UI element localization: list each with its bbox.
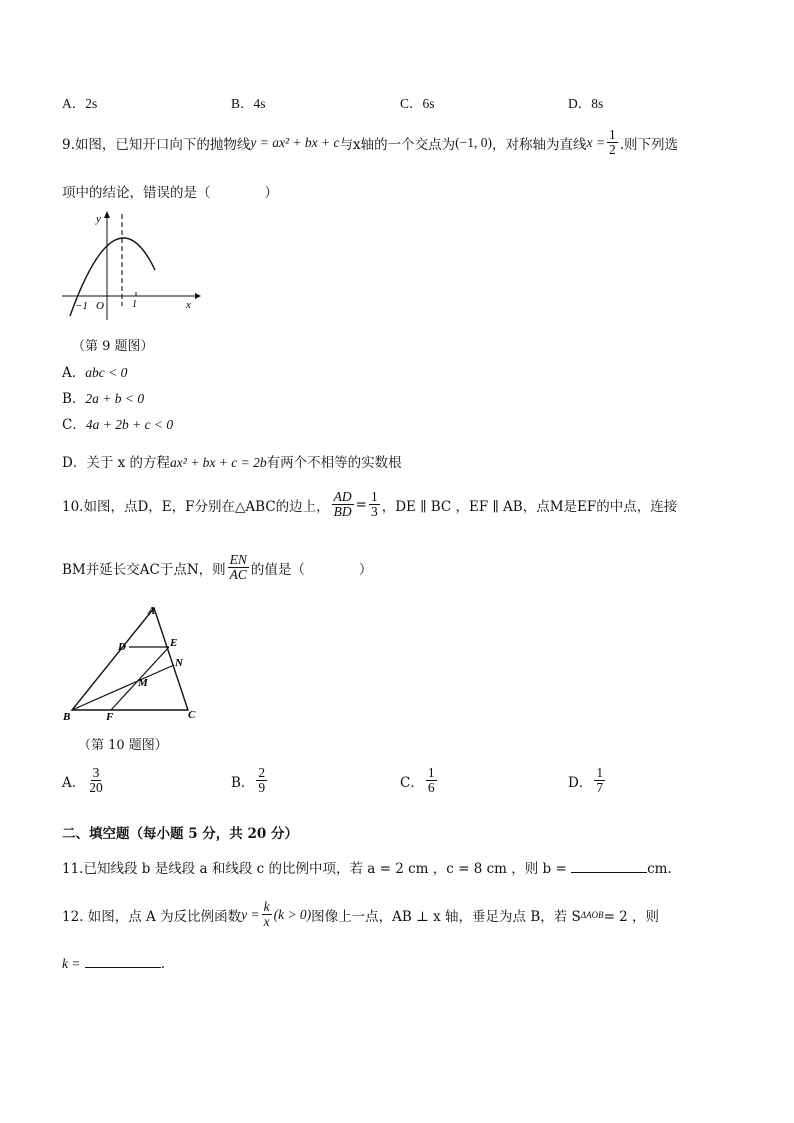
y-axis-arrow xyxy=(104,211,110,218)
q9-parabola-figure xyxy=(62,208,202,326)
q8-option-c: C．6s xyxy=(400,96,435,111)
label-b: B xyxy=(63,711,71,723)
minus1-label: −1 xyxy=(75,300,88,312)
label-f: F xyxy=(106,711,114,723)
q9-option-b: B．2a + b < 0 xyxy=(62,391,145,407)
q11-answer-blank[interactable] xyxy=(571,872,647,873)
x-axis-arrow xyxy=(195,293,201,299)
q8-option-d: D．8s xyxy=(568,96,604,111)
origin-label: O xyxy=(96,300,104,312)
q10-option-c: C． $\frac{1}{6}$ xyxy=(400,765,435,796)
q9-option-c: C．4a + 2b + c < 0 xyxy=(62,417,174,433)
x-label: x xyxy=(186,299,191,311)
q12-stem: 12. 如图，点 A 为反比例函数 y = $\frac{k}{x}$ (k > 0) 图像上一点， AB ⊥ x 轴，垂足为点 B，若 S ΔAOB = 2 ，则 xyxy=(62,899,660,930)
q12-answer-blank[interactable] xyxy=(85,967,161,968)
q8-option-b: B．4s xyxy=(231,96,266,111)
label-d: D xyxy=(118,641,126,653)
q9-figure-caption: （第 9 题图） xyxy=(72,339,154,354)
q10-stem: 10.如图，点D，E，F分别在△ABC的边上， $\frac{AD}{BD}$ = $\frac{1}{3}$ ，DE ∥ BC ，EF ∥ AB，点M是EF的中点，连接 xyxy=(62,489,678,520)
q8-option-a: A．2s xyxy=(62,96,98,111)
q9-stem-line2: 项中的结论，错误的是（ ） xyxy=(62,185,278,201)
q10-stem-line2: BM并延长交AC于点N，则 $\frac{EN}{AC}$ 的值是（ ） xyxy=(62,552,373,583)
q9-stem: 9.如图，已知开口向下的抛物线 y = ax² + bx + c 与x轴的一个交点为 (−1, 0) ，对称轴为直线 x = $\frac{1}{2}$ .则下列选 xyxy=(62,127,679,158)
q11-stem: 11.已知线段 b 是线段 a 和线段 c 的比例中项，若 a = 2 cm ，c = 8 cm ，则 b = cm. xyxy=(62,861,672,877)
section-title: 二、填空题（每小题 5 分，共 20 分） xyxy=(62,826,298,842)
label-a: A xyxy=(148,605,156,617)
q9-option-d: D．关于 x 的方程ax² + bx + c = 2b有两个不相等的实数根 xyxy=(62,455,402,471)
y-label: y xyxy=(96,213,101,225)
triangle-abc xyxy=(72,608,188,710)
label-n: N xyxy=(175,657,183,669)
segment-bn xyxy=(72,665,174,710)
q10-option-a: A． $\frac{3}{20}$ xyxy=(62,765,103,796)
one-label: 1 xyxy=(132,299,137,310)
q9-option-a: A．abc < 0 xyxy=(62,365,128,381)
label-m: M xyxy=(138,677,148,689)
q10-option-b: B． $\frac{2}{9}$ xyxy=(231,765,266,796)
q10-figure-caption: （第 10 题图） xyxy=(78,738,168,753)
label-c: C xyxy=(188,709,196,721)
label-e: E xyxy=(170,637,178,649)
q12-stem-line2: k = . xyxy=(62,956,166,972)
q10-option-d: D． $\frac{1}{7}$ xyxy=(568,765,604,796)
q10-triangle-figure xyxy=(60,602,210,726)
